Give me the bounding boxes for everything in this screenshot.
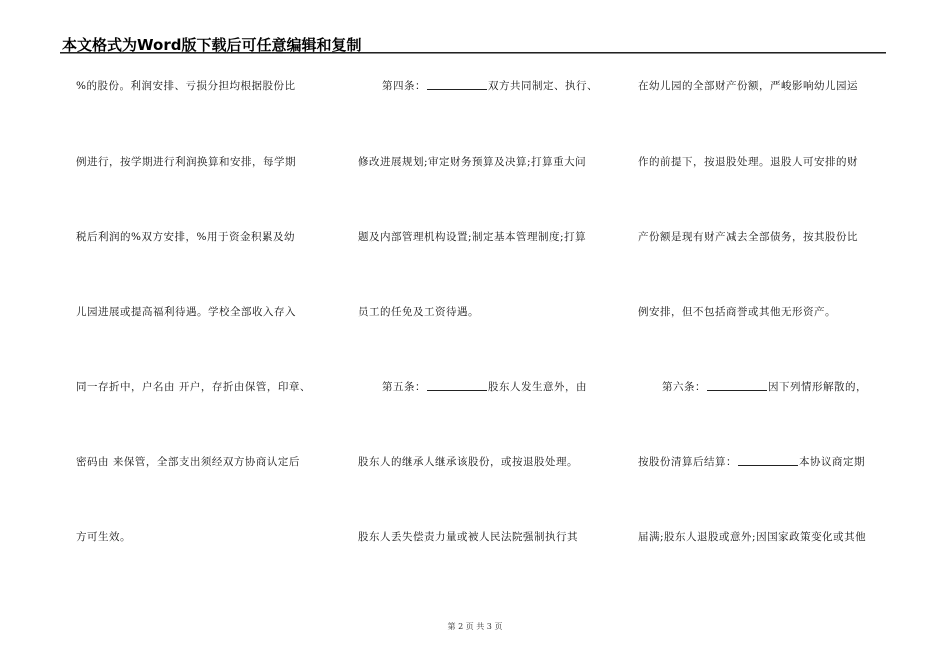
text-line: 方可生效。 bbox=[76, 531, 131, 543]
clause-text: 按股份清算后结算： bbox=[638, 456, 737, 468]
clause-text: 股东人发生意外，由 bbox=[488, 381, 587, 393]
text-line: 儿园进展或提高福利待遇。学校全部收入存入 bbox=[76, 306, 296, 318]
text-line: 作的前提下，按退股处理。退股人可安排的财 bbox=[638, 156, 858, 168]
clause-label: 第五条： bbox=[382, 381, 426, 393]
settlement-line bbox=[638, 455, 865, 469]
fill-in-blank bbox=[707, 380, 767, 391]
fill-in-blank bbox=[738, 455, 798, 466]
text-line: %的股份。利润安排、亏损分担均根据股份比 bbox=[76, 80, 296, 92]
text-line: 股东人的继承人继承该股份，或按退股处理。 bbox=[358, 456, 578, 468]
document-header-title: 本文格式为Word版下载后可任意编辑和复制 bbox=[62, 36, 362, 54]
text-line: 密码由 来保管，全部支出须经双方协商认定后 bbox=[76, 456, 300, 468]
text-line: 在幼儿园的全部财产份额，严峻影响幼儿园运 bbox=[638, 80, 858, 92]
text-line: 员工的任免及工资待遇。 bbox=[358, 306, 479, 318]
text-line: 税后利润的%双方安排，%用于资金积累及幼 bbox=[76, 231, 295, 243]
clause-5-line bbox=[382, 380, 587, 394]
text-line: 产份额是现有财产减去全部债务，按其股份比 bbox=[638, 231, 858, 243]
clause-text: 本协议商定期 bbox=[799, 456, 865, 468]
text-line: 股东人丢失偿责力量或被人民法院强制执行其 bbox=[358, 531, 578, 543]
clause-text: 因下列情形解散的， bbox=[768, 381, 867, 393]
clause-text: 双方共同制定、执行、 bbox=[488, 80, 598, 92]
clause-label: 第六条： bbox=[662, 381, 706, 393]
clause-label: 第四条： bbox=[382, 80, 426, 92]
text-line: 例进行，按学期进行利润换算和安排，每学期 bbox=[76, 156, 296, 168]
text-line: 例安排，但不包括商誉或其他无形资产。 bbox=[638, 306, 836, 318]
clause-6-line bbox=[662, 380, 867, 394]
fill-in-blank bbox=[427, 380, 487, 391]
text-line: 届满;股东人退股或意外;因国家政策变化或其他 bbox=[638, 531, 867, 543]
text-line: 同一存折中，户名由 开户，存折由保管，印章、 bbox=[76, 381, 311, 393]
text-line: 修改进展规划;审定财务预算及决算;打算重大问 bbox=[358, 156, 587, 168]
fill-in-blank bbox=[427, 79, 487, 90]
page-number-footer: 第 2 页 共 3 页 bbox=[447, 622, 503, 631]
clause-4-line bbox=[382, 79, 598, 93]
text-line: 题及内部管理机构设置;制定基本管理制度;打算 bbox=[358, 231, 587, 243]
header-divider bbox=[60, 52, 886, 54]
